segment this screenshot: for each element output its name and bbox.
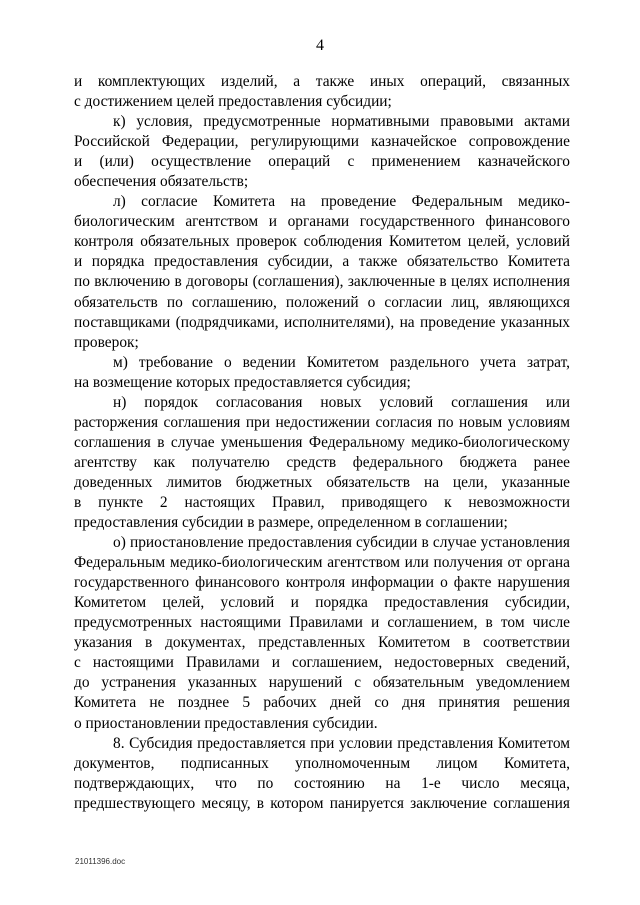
text-line: биологическим агентством и органами государственного финансового: [74, 213, 570, 231]
text-line: обязательств по соглашению, положений о согласии лиц, являющихся: [74, 293, 570, 311]
text-line: Российской Федерации, регулирующими казначейское сопровождение: [74, 133, 570, 151]
text-line: и порядка предоставления субсидии, а также обязательство Комитета: [74, 253, 570, 271]
text-line: 8. Субсидия предоставляется при условии представления Комитетом: [113, 734, 570, 752]
text-line: предусмотренных настоящими Правилами и соглашением, в том числе: [74, 614, 570, 632]
footer-filename: 21011396.doc: [75, 857, 126, 866]
text-line: Федеральным медико-биологическим агентством или получения от органа: [74, 554, 570, 572]
document-body: [74, 72, 570, 814]
text-line: документов, подписанных уполномоченным лицом Комитета,: [74, 754, 570, 772]
text-line: поставщиками (подрядчиками, исполнителями), на проведение указанных: [74, 313, 570, 331]
text-line: предоставления субсидии в размере, определенном в соглашении;: [74, 514, 508, 532]
text-line: и комплектующих изделий, а также иных операций, связанных: [74, 73, 570, 90]
text-line: доведенных лимитов бюджетных обязательств на цели, указанные: [74, 473, 570, 491]
text-line: о) приостановление предоставления субсидии в случае установления: [113, 534, 570, 552]
text-line: с настоящими Правилами и соглашением, недостоверных сведений,: [74, 654, 570, 672]
text-line: проверок;: [74, 333, 139, 351]
text-line: и (или) осуществление операций с применением казначейского: [74, 153, 570, 171]
text-line: на возмещение которых предоставляется субсидия;: [74, 373, 411, 391]
text-line: агентству как получателю средств федерального бюджета ранее: [74, 453, 570, 471]
text-line: Комитета не позднее 5 рабочих дней со дня принятия решения: [74, 694, 570, 712]
text-line: подтверждающих, что по состоянию на 1-е число месяца,: [74, 774, 570, 792]
text-line: указания в документах, представленных Комитетом в соответствии: [74, 634, 570, 652]
text-line: предшествующего месяцу, в котором панируется заключение соглашения: [74, 794, 570, 812]
page-number: 4: [316, 37, 324, 54]
text-line: соглашения в случае уменьшения Федеральному медико-биологическому: [74, 433, 570, 451]
text-line: контроля обязательных проверок соблюдения Комитетом целей, условий: [74, 233, 570, 251]
text-line: до устранения указанных нарушений с обязательным уведомлением: [74, 674, 570, 692]
text-line: по включению в договоры (соглашения), заключенные в целях исполнения: [74, 273, 570, 291]
text-line: государственного финансового контроля информации о факте нарушения: [74, 574, 570, 592]
text-line: к) условия, предусмотренные нормативными правовыми актами: [113, 113, 570, 131]
text-line: м) требование о ведении Комитетом раздельного учета затрат,: [113, 353, 570, 371]
text-line: обеспечения обязательств;: [74, 173, 249, 191]
text-line: Комитетом целей, условий и порядка предоставления субсидии,: [74, 594, 570, 612]
text-line: л) согласие Комитета на проведение Федеральным медико-: [113, 193, 570, 211]
text-line: расторжения соглашения при недостижении согласия по новым условиям: [74, 413, 570, 431]
text-line: н) порядок согласования новых условий соглашения или: [113, 393, 570, 411]
text-line: в пункте 2 настоящих Правил, приводящего к невозможности: [74, 493, 570, 511]
text-line: о приостановлении предоставления субсидии.: [74, 714, 378, 732]
text-line: с достижением целей предоставления субсидии;: [74, 93, 392, 111]
